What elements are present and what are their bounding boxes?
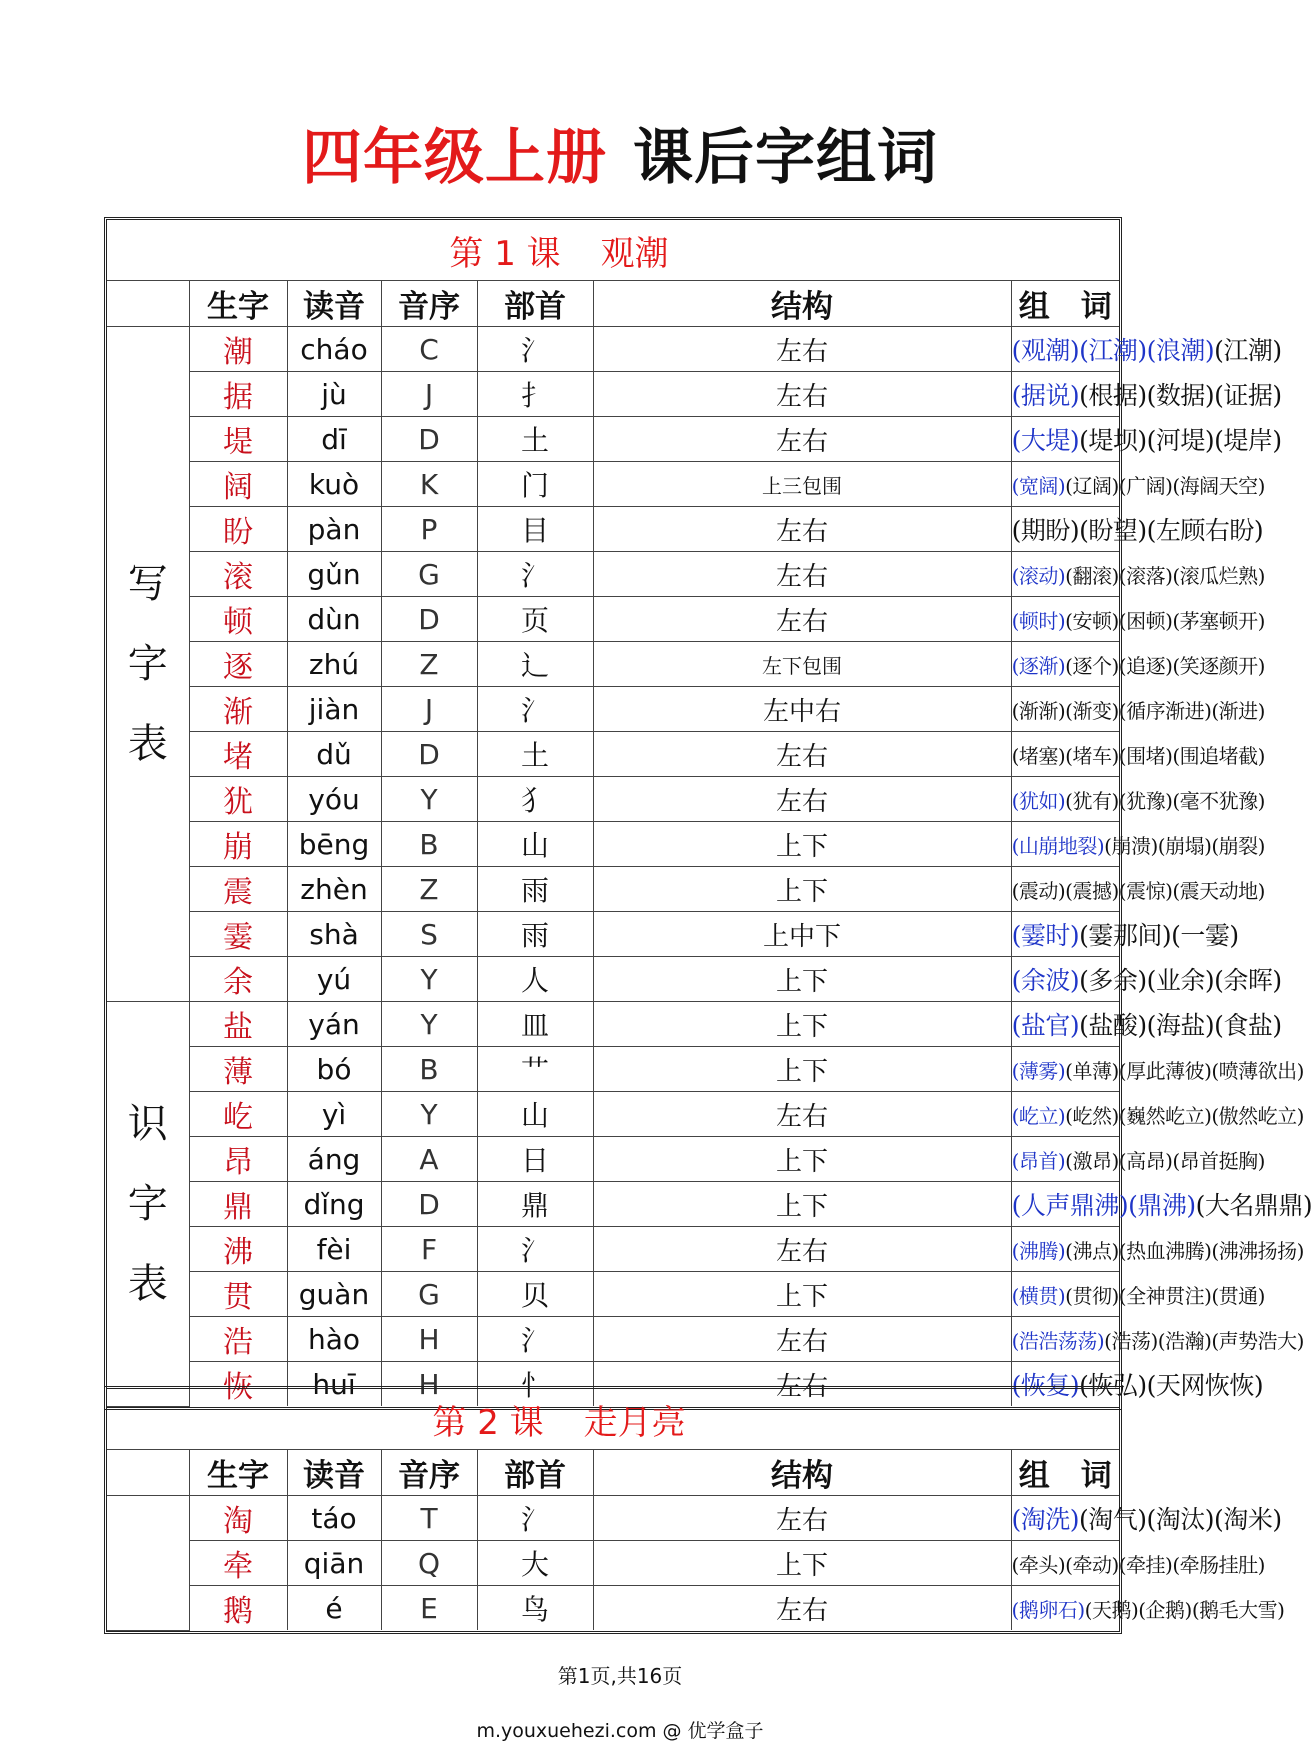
table-row [107, 327, 1119, 372]
table-row [107, 507, 1119, 552]
words-key: (人声鼎沸)(鼎沸) [1011, 1191, 1196, 1220]
table-row [107, 1317, 1119, 1362]
words-cell [1011, 1317, 1304, 1362]
words-cell [1011, 462, 1265, 507]
words-extra: (根据)(数据)(证据) [1079, 381, 1282, 410]
radical-cell: 雨 [477, 867, 593, 912]
radical-cell: 氵 [477, 552, 593, 597]
words-cell [1011, 372, 1282, 417]
words-cell [1011, 1496, 1282, 1541]
char-cell: 渐 [189, 687, 287, 732]
column-header-radical: 部首 [477, 281, 593, 327]
pinyin-cell: huī [287, 1362, 381, 1407]
structure-cell: 上三包围 [593, 462, 1011, 507]
pinyin-cell: guàn [287, 1272, 381, 1317]
column-header-pinyin: 读音 [287, 1450, 381, 1496]
order-cell: C [381, 327, 477, 372]
structure-cell: 上下 [593, 1541, 1011, 1586]
words-cell [1011, 1227, 1304, 1272]
structure-cell: 左右 [593, 552, 1011, 597]
char-cell: 屹 [189, 1092, 287, 1137]
structure-cell: 左右 [593, 732, 1011, 777]
words-cell [1011, 732, 1265, 777]
radical-cell: 氵 [477, 1317, 593, 1362]
radical-cell: 山 [477, 822, 593, 867]
words-cell [1011, 1541, 1265, 1586]
order-cell: Z [381, 867, 477, 912]
char-cell: 滚 [189, 552, 287, 597]
order-cell: D [381, 732, 477, 777]
order-cell: Y [381, 777, 477, 822]
words-cell [1011, 912, 1239, 957]
structure-cell: 左下包围 [593, 642, 1011, 687]
table-row [107, 777, 1119, 822]
char-cell: 震 [189, 867, 287, 912]
words-key: (淘洗) [1011, 1505, 1080, 1534]
words-cell [1011, 597, 1265, 642]
words-key: (霎时) [1011, 921, 1080, 950]
words-key: (屹立) [1011, 1103, 1066, 1128]
table-row [107, 642, 1119, 687]
char-cell: 堵 [189, 732, 287, 777]
table-row [107, 1586, 1119, 1631]
char-cell: 鹅 [189, 1586, 287, 1631]
order-cell: H [381, 1362, 477, 1407]
words-extra: (屹然)(巍然屹立)(傲然屹立) [1065, 1103, 1304, 1128]
header-blank [107, 281, 189, 327]
words-extra: (渐渐)(渐变)(循序渐进)(渐进) [1011, 698, 1265, 723]
table-row [107, 1047, 1119, 1092]
char-cell: 浩 [189, 1317, 287, 1362]
words-extra: (天鹅)(企鹅)(鹅毛大雪) [1084, 1597, 1285, 1622]
char-cell: 阔 [189, 462, 287, 507]
structure-cell: 左右 [593, 1092, 1011, 1137]
column-header-pinyin: 读音 [287, 281, 381, 327]
words-key: (余波) [1011, 966, 1080, 995]
order-cell: G [381, 1272, 477, 1317]
order-cell: Y [381, 957, 477, 1002]
order-cell: Z [381, 642, 477, 687]
pinyin-cell: táo [287, 1496, 381, 1541]
table-row [107, 597, 1119, 642]
table-row [107, 1272, 1119, 1317]
order-cell: D [381, 417, 477, 462]
order-cell: Q [381, 1541, 477, 1586]
words-key: (顿时) [1011, 608, 1066, 633]
words-key: (昂首) [1011, 1148, 1066, 1173]
words-cell [1011, 822, 1265, 867]
structure-cell: 左右 [593, 777, 1011, 822]
structure-cell: 上下 [593, 957, 1011, 1002]
order-cell: A [381, 1137, 477, 1182]
pinyin-cell: jiàn [287, 687, 381, 732]
table-row [107, 687, 1119, 732]
column-header-char: 生字 [189, 1450, 287, 1496]
structure-cell: 上下 [593, 1137, 1011, 1182]
radical-cell: 山 [477, 1092, 593, 1137]
table-row [107, 1496, 1119, 1541]
words-key: (犹如) [1011, 788, 1066, 813]
pinyin-cell: é [287, 1586, 381, 1631]
structure-cell: 左右 [593, 1227, 1011, 1272]
char-cell: 逐 [189, 642, 287, 687]
lesson-grid [107, 1389, 1285, 1631]
radical-cell: 氵 [477, 1496, 593, 1541]
radical-cell: 皿 [477, 1002, 593, 1047]
words-key: (大堤) [1011, 426, 1080, 455]
order-cell: S [381, 912, 477, 957]
words-extra: (沸点)(热血沸腾)(沸沸扬扬) [1065, 1238, 1304, 1263]
table-row [107, 1092, 1119, 1137]
radical-cell: 大 [477, 1541, 593, 1586]
structure-cell: 左右 [593, 597, 1011, 642]
words-cell [1011, 552, 1265, 597]
structure-cell: 上下 [593, 867, 1011, 912]
table-row [107, 867, 1119, 912]
order-cell: J [381, 372, 477, 417]
words-cell [1011, 1092, 1304, 1137]
words-extra: (盐酸)(海盐)(食盐) [1079, 1011, 1282, 1040]
pinyin-cell: shà [287, 912, 381, 957]
table-row [107, 1002, 1119, 1047]
words-cell [1011, 1586, 1285, 1631]
words-key: (沸腾) [1011, 1238, 1066, 1263]
structure-cell: 上下 [593, 1182, 1011, 1227]
words-key: (逐渐) [1011, 653, 1066, 678]
char-cell: 薄 [189, 1047, 287, 1092]
column-header-words: 组 词 [1011, 281, 1119, 327]
order-cell: Y [381, 1092, 477, 1137]
words-key: (浩浩荡荡) [1011, 1328, 1105, 1353]
table-row [107, 1227, 1119, 1272]
radical-cell: 犭 [477, 777, 593, 822]
words-key: (恢复) [1011, 1371, 1080, 1400]
lesson-2-table [104, 1386, 1285, 1634]
table-row [107, 1137, 1119, 1182]
order-cell: D [381, 1182, 477, 1227]
words-extra: (激昂)(高昂)(昂首挺胸) [1065, 1148, 1265, 1173]
radical-cell: 氵 [477, 1227, 593, 1272]
char-cell: 恢 [189, 1362, 287, 1407]
words-key: (宽阔) [1011, 473, 1066, 498]
structure-cell: 上下 [593, 1002, 1011, 1047]
words-extra: (牵头)(牵动)(牵挂)(牵肠挂肚) [1011, 1552, 1265, 1577]
structure-cell: 上中下 [593, 912, 1011, 957]
radical-cell: 雨 [477, 912, 593, 957]
table-row [107, 552, 1119, 597]
char-cell: 贯 [189, 1272, 287, 1317]
order-cell: J [381, 687, 477, 732]
radical-cell: 贝 [477, 1272, 593, 1317]
header-blank [107, 1450, 189, 1496]
structure-cell: 左右 [593, 1317, 1011, 1362]
words-extra: (犹有)(犹豫)(毫不犹豫) [1065, 788, 1265, 813]
pinyin-cell: zhèn [287, 867, 381, 912]
radical-cell: 鸟 [477, 1586, 593, 1631]
words-cell [1011, 957, 1282, 1002]
order-cell: D [381, 597, 477, 642]
words-extra: (逐个)(追逐)(笑逐颜开) [1065, 653, 1265, 678]
table-row [107, 462, 1119, 507]
radical-cell: 日 [477, 1137, 593, 1182]
structure-cell: 左右 [593, 1362, 1011, 1407]
words-extra: (震动)(震撼)(震惊)(震天动地) [1011, 878, 1265, 903]
char-cell: 崩 [189, 822, 287, 867]
structure-cell: 左右 [593, 1586, 1011, 1631]
words-extra: (堤坝)(河堤)(堤岸) [1079, 426, 1282, 455]
radical-cell: 页 [477, 597, 593, 642]
radical-cell: 艹 [477, 1047, 593, 1092]
lesson-caption [107, 1389, 1011, 1450]
words-cell [1011, 1047, 1304, 1092]
radical-cell: 目 [477, 507, 593, 552]
char-cell: 顿 [189, 597, 287, 642]
words-key: (薄雾) [1011, 1058, 1066, 1083]
structure-cell: 左右 [593, 507, 1011, 552]
page-title [0, 118, 1240, 198]
pinyin-cell: zhú [287, 642, 381, 687]
order-cell: P [381, 507, 477, 552]
words-extra: (大名鼎鼎) [1195, 1191, 1312, 1220]
words-extra: (单薄)(厚此薄彼)(喷薄欲出) [1065, 1058, 1304, 1083]
words-cell [1011, 507, 1264, 552]
table-row [107, 912, 1119, 957]
radical-cell: 鼎 [477, 1182, 593, 1227]
words-extra: (淘气)(淘汰)(淘米) [1079, 1505, 1282, 1534]
page-number: 第1页,共16页 [557, 1664, 683, 1688]
lesson-caption [107, 220, 1011, 281]
words-extra: (恢弘)(天网恢恢) [1079, 1371, 1264, 1400]
radical-cell: 土 [477, 417, 593, 462]
char-cell: 据 [189, 372, 287, 417]
structure-cell: 左右 [593, 1496, 1011, 1541]
words-cell [1011, 1272, 1265, 1317]
table-row [107, 417, 1119, 462]
words-cell [1011, 417, 1282, 462]
char-cell: 鼎 [189, 1182, 287, 1227]
lesson-number: 第 2 课 [432, 1402, 544, 1443]
pinyin-cell: fèi [287, 1227, 381, 1272]
char-cell: 犹 [189, 777, 287, 822]
lesson-title: 走月亮 [583, 1402, 686, 1443]
structure-cell: 左中右 [593, 687, 1011, 732]
words-cell [1011, 327, 1282, 372]
group-label [107, 1496, 189, 1631]
words-cell [1011, 1137, 1265, 1182]
order-cell: B [381, 822, 477, 867]
radical-cell: 扌 [477, 372, 593, 417]
table-row [107, 957, 1119, 1002]
order-cell: H [381, 1317, 477, 1362]
words-key: (观潮)(江潮)(浪潮) [1011, 336, 1215, 365]
pinyin-cell: dī [287, 417, 381, 462]
char-cell: 堤 [189, 417, 287, 462]
pinyin-cell: dǐng [287, 1182, 381, 1227]
order-cell: E [381, 1586, 477, 1631]
words-extra: (期盼)(盼望)(左顾右盼) [1011, 516, 1264, 545]
column-header-order: 音序 [381, 1450, 477, 1496]
pinyin-cell: yóu [287, 777, 381, 822]
radical-cell: 忄 [477, 1362, 593, 1407]
pinyin-cell: jù [287, 372, 381, 417]
column-header-structure: 结构 [593, 1450, 1011, 1496]
char-cell: 牵 [189, 1541, 287, 1586]
structure-cell: 左右 [593, 417, 1011, 462]
order-cell: G [381, 552, 477, 597]
site-credit: m.youxuehezi.com @ 优学盒子 [476, 1720, 764, 1742]
pinyin-cell: dùn [287, 597, 381, 642]
words-extra: (堵塞)(堵车)(围堵)(围追堵截) [1011, 743, 1265, 768]
column-header-order: 音序 [381, 281, 477, 327]
radical-cell: 门 [477, 462, 593, 507]
words-key: (横贯) [1011, 1283, 1066, 1308]
words-key: (山崩地裂) [1011, 833, 1105, 858]
radical-cell: 氵 [477, 327, 593, 372]
table-row [107, 372, 1119, 417]
pinyin-cell: bēng [287, 822, 381, 867]
pinyin-cell: kuò [287, 462, 381, 507]
lesson-number: 第 1 课 [449, 233, 561, 274]
words-extra: (崩溃)(崩塌)(崩裂) [1104, 833, 1265, 858]
column-header-radical: 部首 [477, 1450, 593, 1496]
words-extra: (翻滚)(滚落)(滚瓜烂熟) [1065, 563, 1265, 588]
words-cell [1011, 1182, 1312, 1227]
pinyin-cell: gǔn [287, 552, 381, 597]
char-cell: 盼 [189, 507, 287, 552]
char-cell: 余 [189, 957, 287, 1002]
words-key: (据说) [1011, 381, 1080, 410]
words-cell [1011, 1002, 1282, 1047]
pinyin-cell: dǔ [287, 732, 381, 777]
order-cell: Y [381, 1002, 477, 1047]
words-extra: (浩荡)(浩瀚)(声势浩大) [1104, 1328, 1304, 1353]
words-key: (鹅卵石) [1011, 1597, 1085, 1622]
radical-cell: 辶 [477, 642, 593, 687]
structure-cell: 左右 [593, 372, 1011, 417]
title-grade: 四年级上册 [302, 123, 607, 193]
order-cell: F [381, 1227, 477, 1272]
words-extra: (贯彻)(全神贯注)(贯通) [1065, 1283, 1265, 1308]
char-cell: 盐 [189, 1002, 287, 1047]
column-header-char: 生字 [189, 281, 287, 327]
pinyin-cell: bó [287, 1047, 381, 1092]
table-row [107, 732, 1119, 777]
title-topic: 课后字组词 [633, 123, 938, 193]
pinyin-cell: yú [287, 957, 381, 1002]
lesson-1-table [104, 217, 1312, 1410]
char-cell: 沸 [189, 1227, 287, 1272]
order-cell: K [381, 462, 477, 507]
words-key: (盐官) [1011, 1011, 1080, 1040]
structure-cell: 上下 [593, 1047, 1011, 1092]
char-cell: 霎 [189, 912, 287, 957]
pinyin-cell: qiān [287, 1541, 381, 1586]
lesson-grid [107, 220, 1312, 1407]
char-cell: 昂 [189, 1137, 287, 1182]
words-extra: (辽阔)(广阔)(海阔天空) [1065, 473, 1265, 498]
pinyin-cell: yì [287, 1092, 381, 1137]
words-extra: (江潮) [1214, 336, 1282, 365]
words-extra: (多余)(业余)(余晖) [1079, 966, 1282, 995]
pinyin-cell: hào [287, 1317, 381, 1362]
structure-cell: 上下 [593, 1272, 1011, 1317]
table-row [107, 1541, 1119, 1586]
words-extra: (安顿)(困顿)(茅塞顿开) [1065, 608, 1265, 633]
order-cell: B [381, 1047, 477, 1092]
lesson-title: 观潮 [600, 233, 669, 274]
table-row [107, 822, 1119, 867]
radical-cell: 土 [477, 732, 593, 777]
pinyin-cell: yán [287, 1002, 381, 1047]
char-cell: 潮 [189, 327, 287, 372]
pinyin-cell: cháo [287, 327, 381, 372]
column-header-structure: 结构 [593, 281, 1011, 327]
words-cell [1011, 777, 1265, 822]
words-key: (滚动) [1011, 563, 1066, 588]
structure-cell: 左右 [593, 327, 1011, 372]
char-cell: 淘 [189, 1496, 287, 1541]
words-extra: (霎那间)(一霎) [1079, 921, 1239, 950]
radical-cell: 人 [477, 957, 593, 1002]
pinyin-cell: áng [287, 1137, 381, 1182]
group-label: 写 字 表 [107, 327, 189, 1002]
pinyin-cell: pàn [287, 507, 381, 552]
words-cell [1011, 642, 1265, 687]
radical-cell: 氵 [477, 687, 593, 732]
words-cell [1011, 867, 1265, 912]
table-row [107, 1182, 1119, 1227]
order-cell: T [381, 1496, 477, 1541]
structure-cell: 上下 [593, 822, 1011, 867]
column-header-words: 组 词 [1011, 1450, 1119, 1496]
group-label: 识 字 表 [107, 1002, 189, 1407]
words-cell [1011, 687, 1265, 732]
